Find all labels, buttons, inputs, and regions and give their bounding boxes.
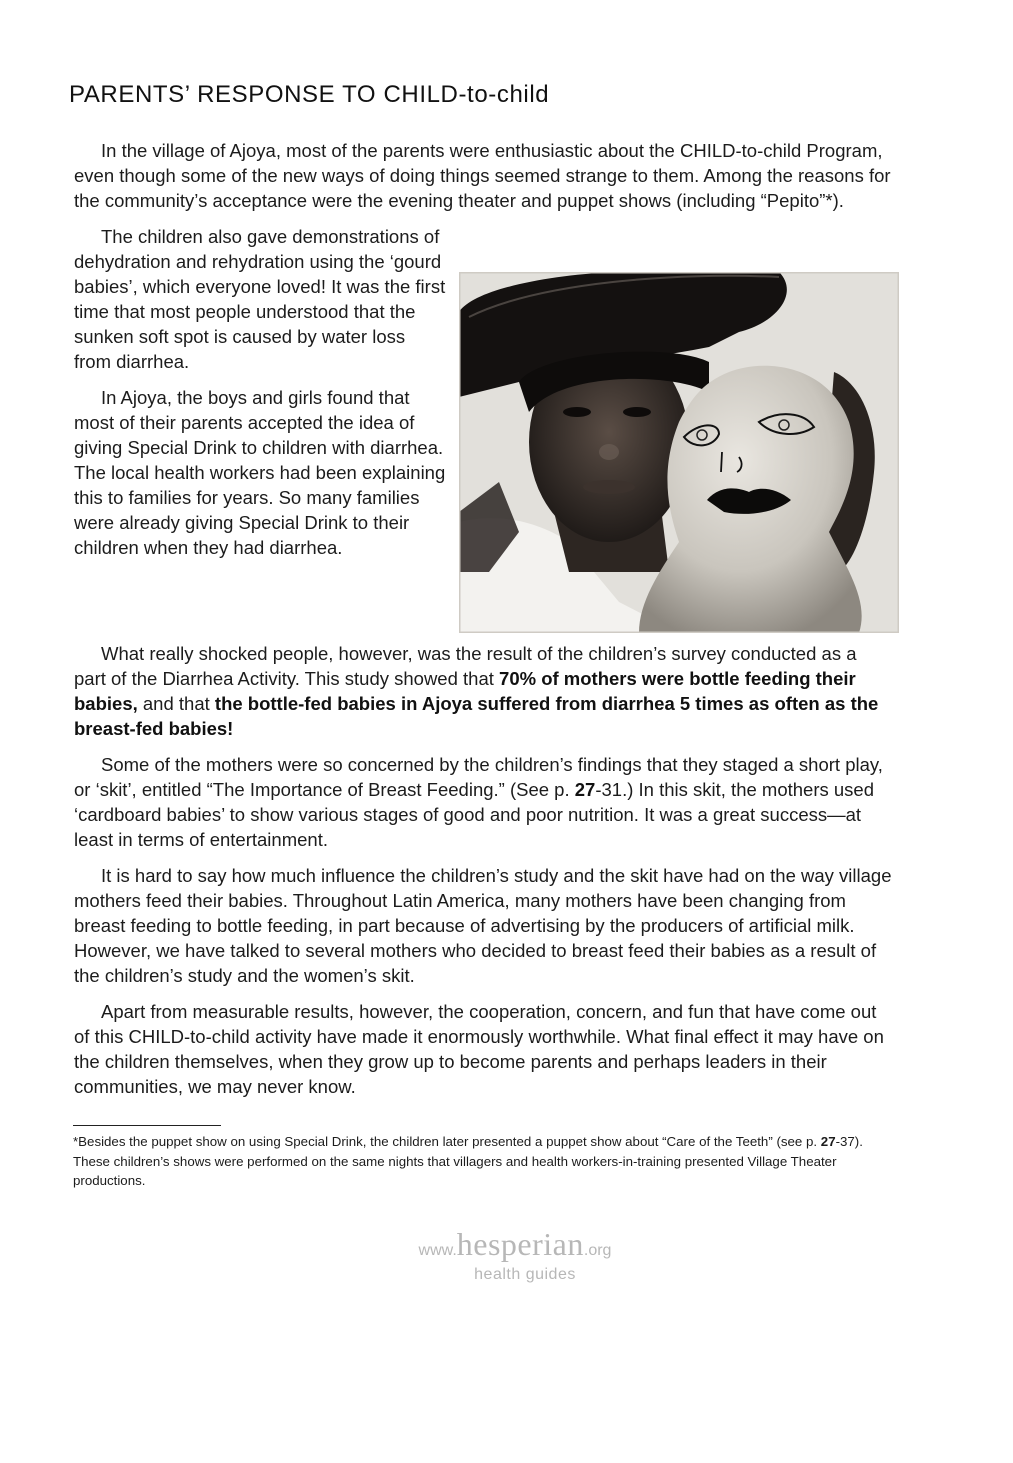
watermark-url [385,1225,645,1266]
footnote-page-reference-chapter: 27 [820,1134,836,1149]
watermark-prefix: www. [418,1241,457,1259]
footnote-divider [73,1125,221,1126]
photo-illustration [459,272,899,633]
article-body [74,138,893,1099]
special-drink-paragraph: In Ajoya, the boys and girls found that most of their parents accepted the idea of giving Special Drink to children with diarrhea. The local health workers had been explaining this to families for years. So many families were already giving Special Drink to their children when they had diarrhea. [74,387,446,558]
skit-text-a: Some of the mothers were so concerned by the children’s findings that they staged a short play, or ‘skit’, entitled “The Importance of Breast Feeding.” (See p. [74,754,883,800]
footnote-text-c: -37). These children’s shows were performed on the same nights that villagers and health workers-in-training presented Village Theater productions. [73,1134,863,1188]
influence-paragraph: It is hard to say how much influence the children’s study and the skit have had on the way village mothers feed their babies. Throughout Latin America, many mothers have been changing from breast feeding to bottle feeding, in part because of advertising by the producers of artificial milk. However, we have talked to several mothers who decided to breast feed their babies as a result of the children’s study and the women’s skit. [74,865,892,986]
intro-paragraph: In the village of Ajoya, most of the parents were enthusiastic about the CHILD-to-child Program, even though some of the new ways of doing things seemed strange to them. Among the reasons for the community’s acceptance were the evening theater and puppet shows (including “Pepito”*). [74,140,891,211]
survey-text-a: What really shocked people, however, was the result of the children’s survey conducted as a part of the Diarrhea Activity. This study showed that [74,643,857,689]
survey-text-c: and that [137,693,215,714]
hesperian-watermark [385,1225,645,1294]
footnote-text-a: *Besides the puppet show on using Special Drink, the children later presented a puppet show about “Care of the Teeth” (see p. [73,1134,821,1149]
page-title: PARENTS’ RESPONSE TO CHILD-to-child [69,81,550,108]
survey-results-paragraph [74,641,893,741]
bottle-feeding-stat: 70% of mothers were bottle feeding their babies, [74,668,856,714]
gourd-babies-paragraph: The children also gave demonstrations of dehydration and rehydration using the ‘gourd babies’, which everyone loved! It was the first time that most people understood that the sunken soft spot is caused by water loss from diarrhea. [74,226,446,372]
diarrhea-stat: the bottle-fed babies in Ajoya suffered from diarrhea 5 times as often as the breast-fed babies! [74,693,879,739]
watermark-brand: hesperian [456,1225,584,1262]
photo-boy-with-gourd-baby [459,272,899,633]
watermark-suffix: .org [583,1241,612,1259]
page-reference-chapter: 27 [574,779,596,800]
skit-text-c: -31.) In this skit, the mothers used ‘cardboard babies’ to show various stages of good and poor nutrition. It was a great success—at least in terms of entertainment. [74,779,874,850]
footnote-block [74,1125,884,1191]
watermark-tagline: health guides [474,1265,576,1283]
skit-paragraph [74,752,893,852]
conclusion-paragraph: Apart from measurable results, however, the cooperation, concern, and fun that have come out of this CHILD-to-child activity have made it enormously worthwhile. What final effect it may have on the children themselves, when they grow up to become parents and perhaps leaders in their communities, we may never know. [74,1001,884,1097]
footnote [73,1132,884,1191]
